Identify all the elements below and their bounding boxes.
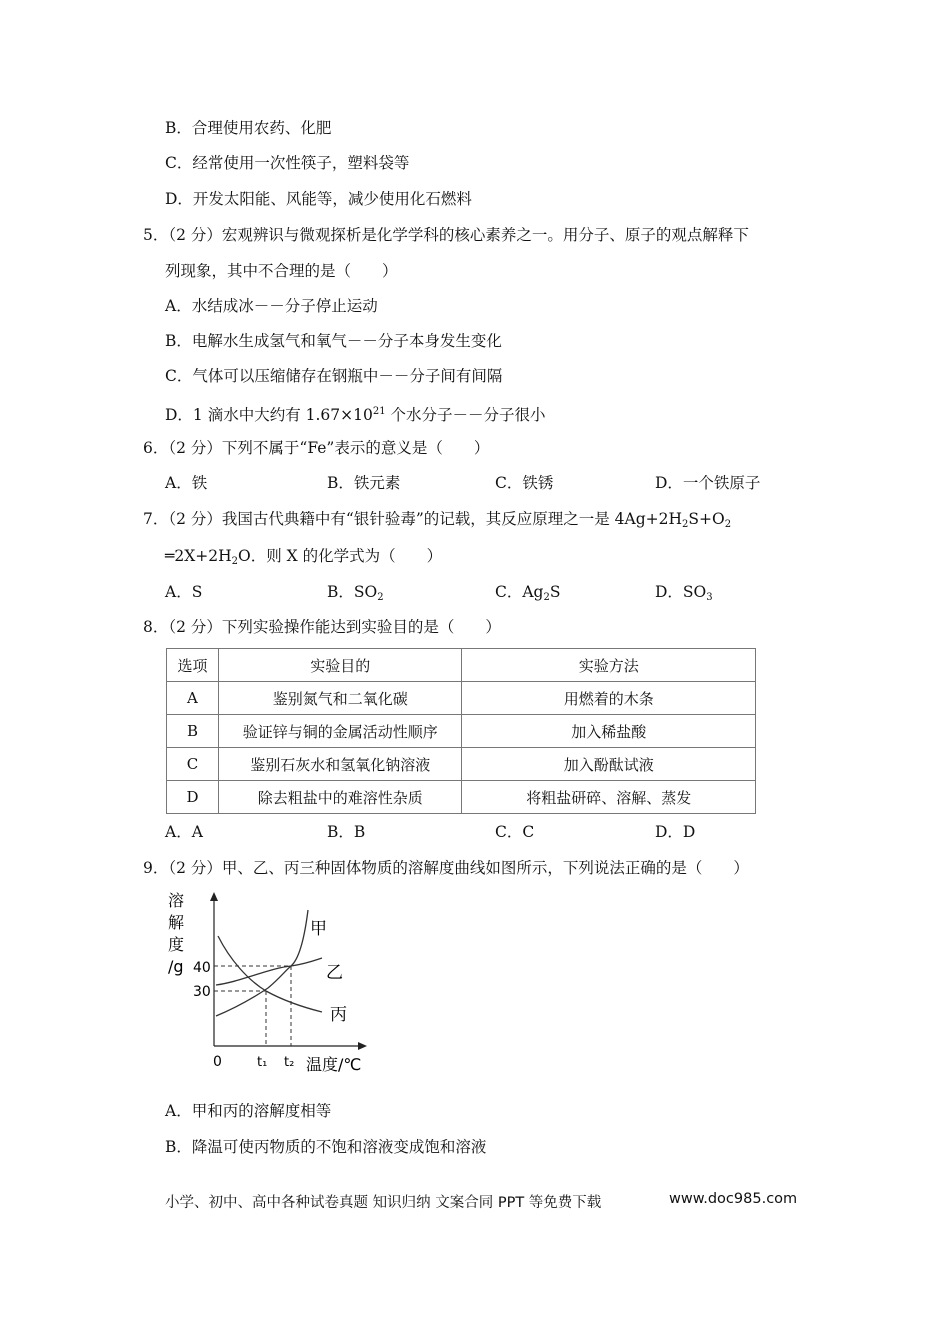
table-cell: 将粗盐研碎、溶解、蒸发 bbox=[462, 781, 756, 814]
q4-option-c: C．经常使用一次性筷子，塑料袋等 bbox=[165, 154, 410, 172]
series-label-yi: 乙 bbox=[326, 963, 343, 983]
q5-stem-line1: 5．（2 分）宏观辨识与微观探析是化学学科的核心素养之一。用分子、原子的观点解释下 bbox=[143, 226, 749, 244]
table-row bbox=[167, 715, 756, 748]
q9-option-b: B．降温可使丙物质的不饱和溶液变成饱和溶液 bbox=[165, 1138, 487, 1156]
table-header-cell: 实验目的 bbox=[218, 649, 462, 682]
y-tick-label: 30 bbox=[193, 984, 211, 1000]
y-axis-arrow-icon bbox=[210, 892, 218, 901]
table-row bbox=[167, 781, 756, 814]
y-axis-label-char: 解 bbox=[168, 913, 185, 932]
table-header-row bbox=[167, 649, 756, 682]
q5-option-a: A．水结成冰－－分子停止运动 bbox=[165, 297, 378, 315]
y-axis-label-char: /g bbox=[168, 957, 184, 976]
q7-stem-line2: $═2X+2H_2O$．则 X 的化学式为（ ） bbox=[165, 547, 443, 567]
solubility-curve-chart bbox=[160, 888, 380, 1080]
q6-option-b: B．铁元素 bbox=[327, 474, 401, 492]
x-tick-label: 0 bbox=[213, 1054, 222, 1070]
q7-stem-line1: 7．（2 分）我国古代典籍中有“银针验毒”的记载，其反应原理之一是 $4Ag+2H_2S+O_2$ bbox=[143, 510, 732, 530]
table-cell: 鉴别石灰水和氢氧化钠溶液 bbox=[218, 748, 462, 781]
y-axis-label-char: 度 bbox=[168, 935, 185, 954]
table-header-cell: 实验方法 bbox=[462, 649, 756, 682]
table-cell: A bbox=[167, 682, 219, 715]
q6-option-d: D．一个铁原子 bbox=[655, 474, 761, 492]
q5-option-b: B．电解水生成氢气和氧气－－分子本身发生变化 bbox=[165, 332, 502, 350]
q8-option-d: D．D bbox=[655, 823, 696, 841]
y-tick-label: 40 bbox=[193, 960, 211, 976]
curve-bing bbox=[218, 936, 322, 1012]
footer-text: 小学、初中、高中各种试卷真题 知识归纳 文案合同 PPT 等免费下载 bbox=[165, 1195, 602, 1211]
q9-option-a: A．甲和丙的溶解度相等 bbox=[165, 1102, 332, 1120]
series-label-bing: 丙 bbox=[330, 1005, 347, 1025]
q7-option-a: A．S bbox=[165, 583, 203, 601]
q8-option-c: C．C bbox=[495, 823, 535, 841]
series-label-jia: 甲 bbox=[310, 919, 327, 939]
curve-yi bbox=[216, 958, 322, 985]
q7-option-d: D．$SO_3$ bbox=[655, 583, 713, 603]
footer-website: www.doc985.com bbox=[669, 1191, 798, 1207]
table-cell: 鉴别氮气和二氧化碳 bbox=[218, 682, 462, 715]
q9-stem: 9．（2 分）甲、乙、丙三种固体物质的溶解度曲线如图所示，下列说法正确的是（ ） bbox=[143, 859, 749, 877]
q8-option-a: A．A bbox=[165, 823, 203, 841]
x-tick-label: t₁ bbox=[257, 1055, 268, 1070]
q8-stem: 8．（2 分）下列实验操作能达到实验目的是（ ） bbox=[143, 618, 501, 636]
q5-option-d: D．1 滴水中大约有 $1.67\times 10^{21}$ 个水分子－－分子很小 bbox=[165, 406, 546, 424]
experiment-table bbox=[166, 648, 756, 814]
q7-option-c: C．$Ag_2S$ bbox=[495, 583, 561, 603]
q5-stem-line2: 列现象，其中不合理的是（ ） bbox=[165, 262, 398, 280]
x-axis-arrow-icon bbox=[358, 1042, 367, 1050]
table-cell: D bbox=[167, 781, 219, 814]
table-cell: B bbox=[167, 715, 219, 748]
q6-option-a: A．铁 bbox=[165, 474, 208, 492]
table-cell: C bbox=[167, 748, 219, 781]
q6-option-c: C．铁锈 bbox=[495, 474, 554, 492]
table-row bbox=[167, 748, 756, 781]
x-axis-label: 温度/℃ bbox=[306, 1055, 362, 1074]
table-row bbox=[167, 682, 756, 715]
table-cell: 验证锌与铜的金属活动性顺序 bbox=[218, 715, 462, 748]
q7-option-b: B．$SO_2$ bbox=[327, 583, 384, 603]
x-tick-label: t₂ bbox=[284, 1055, 295, 1070]
q5-option-c: C．气体可以压缩储存在钢瓶中－－分子间有间隔 bbox=[165, 367, 503, 385]
table-cell: 除去粗盐中的难溶性杂质 bbox=[218, 781, 462, 814]
table-cell: 用燃着的木条 bbox=[462, 682, 756, 715]
table-cell: 加入酚酞试液 bbox=[462, 748, 756, 781]
table-header-cell: 选项 bbox=[167, 649, 219, 682]
q8-option-b: B．B bbox=[327, 823, 366, 841]
table-cell: 加入稀盐酸 bbox=[462, 715, 756, 748]
q4-option-b: B．合理使用农药、化肥 bbox=[165, 119, 332, 137]
curve-jia bbox=[216, 910, 308, 1016]
q4-option-d: D．开发太阳能、风能等，减少使用化石燃料 bbox=[165, 190, 472, 208]
y-axis-label-char: 溶 bbox=[168, 891, 185, 910]
q6-stem: 6．（2 分）下列不属于“Fe”表示的意义是（ ） bbox=[143, 439, 490, 457]
